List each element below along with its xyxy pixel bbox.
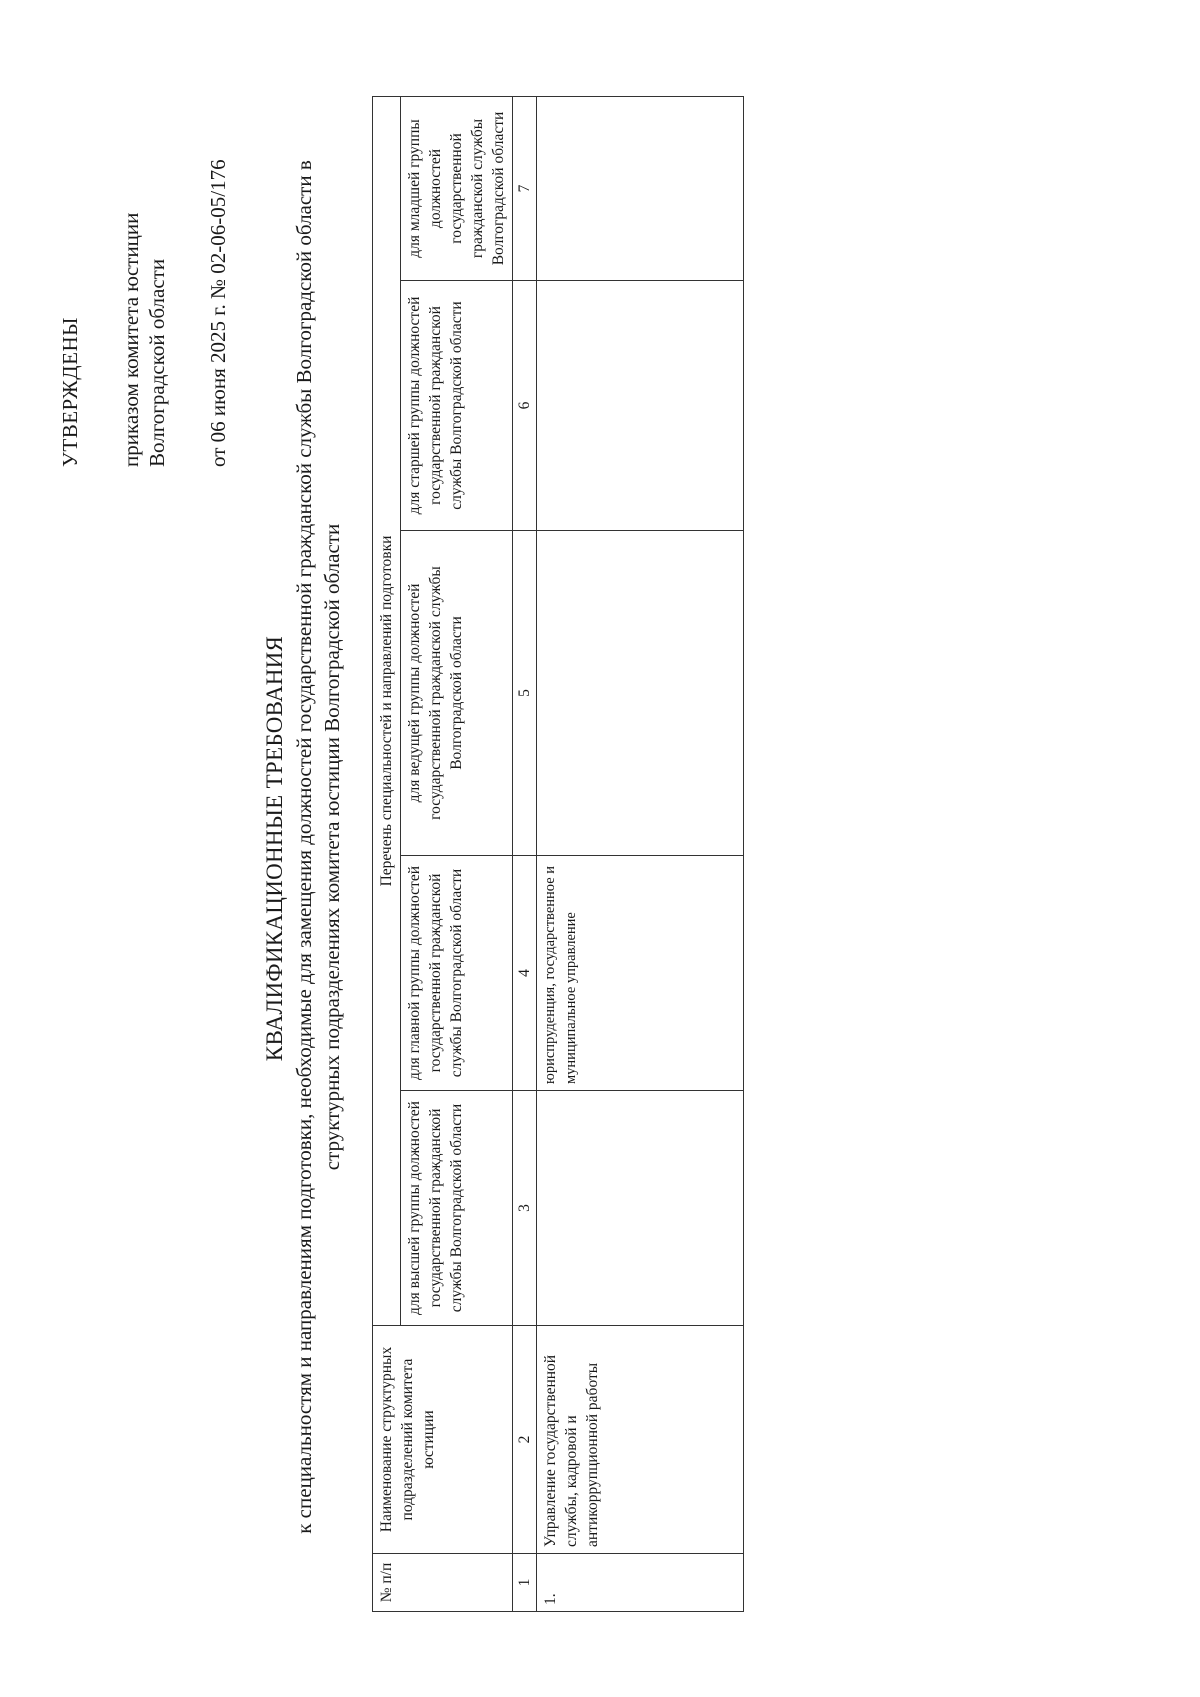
row-senior <box>537 281 744 531</box>
row-junior <box>537 96 744 280</box>
header-name: Наименование структурных подразделений комитета юстиции <box>373 1326 513 1554</box>
order-line-1: приказом комитета юстиции <box>119 212 143 467</box>
header-number: № п/п <box>373 1554 513 1612</box>
header-group-leading: для ведущей группы должностей государственной гражданской службы Волгоградской области <box>401 531 513 856</box>
header-group-senior: для старшей группы должностей государственной гражданской службы Волгоградской области <box>401 281 513 531</box>
header-group-junior: для младшей группы должностей государственной гражданской службы Волгоградской области <box>401 96 513 280</box>
column-number: 7 <box>513 96 537 280</box>
column-number: 5 <box>513 531 537 856</box>
header-group-main: для главной группы должностей государственной гражданской службы Волгоградской области <box>401 856 513 1091</box>
row-high <box>537 1091 744 1326</box>
table-header-row <box>373 96 401 1611</box>
column-number: 4 <box>513 856 537 1091</box>
column-number: 2 <box>513 1326 537 1554</box>
row-name: Управление государственной службы, кадровой и антикоррупционной работы <box>537 1326 744 1554</box>
approval-order <box>118 213 170 467</box>
requirements-table <box>372 96 744 1612</box>
header-list: Перечень специальностей и направлений подготовки <box>373 96 401 1325</box>
column-number: 3 <box>513 1091 537 1326</box>
table-row <box>537 96 744 1611</box>
row-leading <box>537 531 744 856</box>
row-number: 1. <box>537 1554 744 1612</box>
header-group-high: для высшей группы должностей государственной гражданской службы Волгоградской области <box>401 1091 513 1326</box>
column-number: 6 <box>513 281 537 531</box>
document-subtitle: к специальностям и направлениям подготовки, необходимые для замещения должностей государственной гражданской службы Волгоградской области в структурных подразделениях комитета юстиции Волгоградской области <box>292 160 344 1534</box>
document-title: КВАЛИФИКАЦИОННЫЕ ТРЕБОВАНИЯ <box>262 635 287 1062</box>
approval-date: от 06 июня 2025 г. № 02-06-05/176 <box>206 159 230 467</box>
order-line-2: Волгоградской области <box>145 258 169 467</box>
column-numbers-row <box>513 96 537 1611</box>
row-main: юриспруденция, государственное и муниципальное управление <box>537 856 744 1091</box>
approval-heading: УТВЕРЖДЕНЫ <box>58 317 82 467</box>
column-number: 1 <box>513 1554 537 1612</box>
